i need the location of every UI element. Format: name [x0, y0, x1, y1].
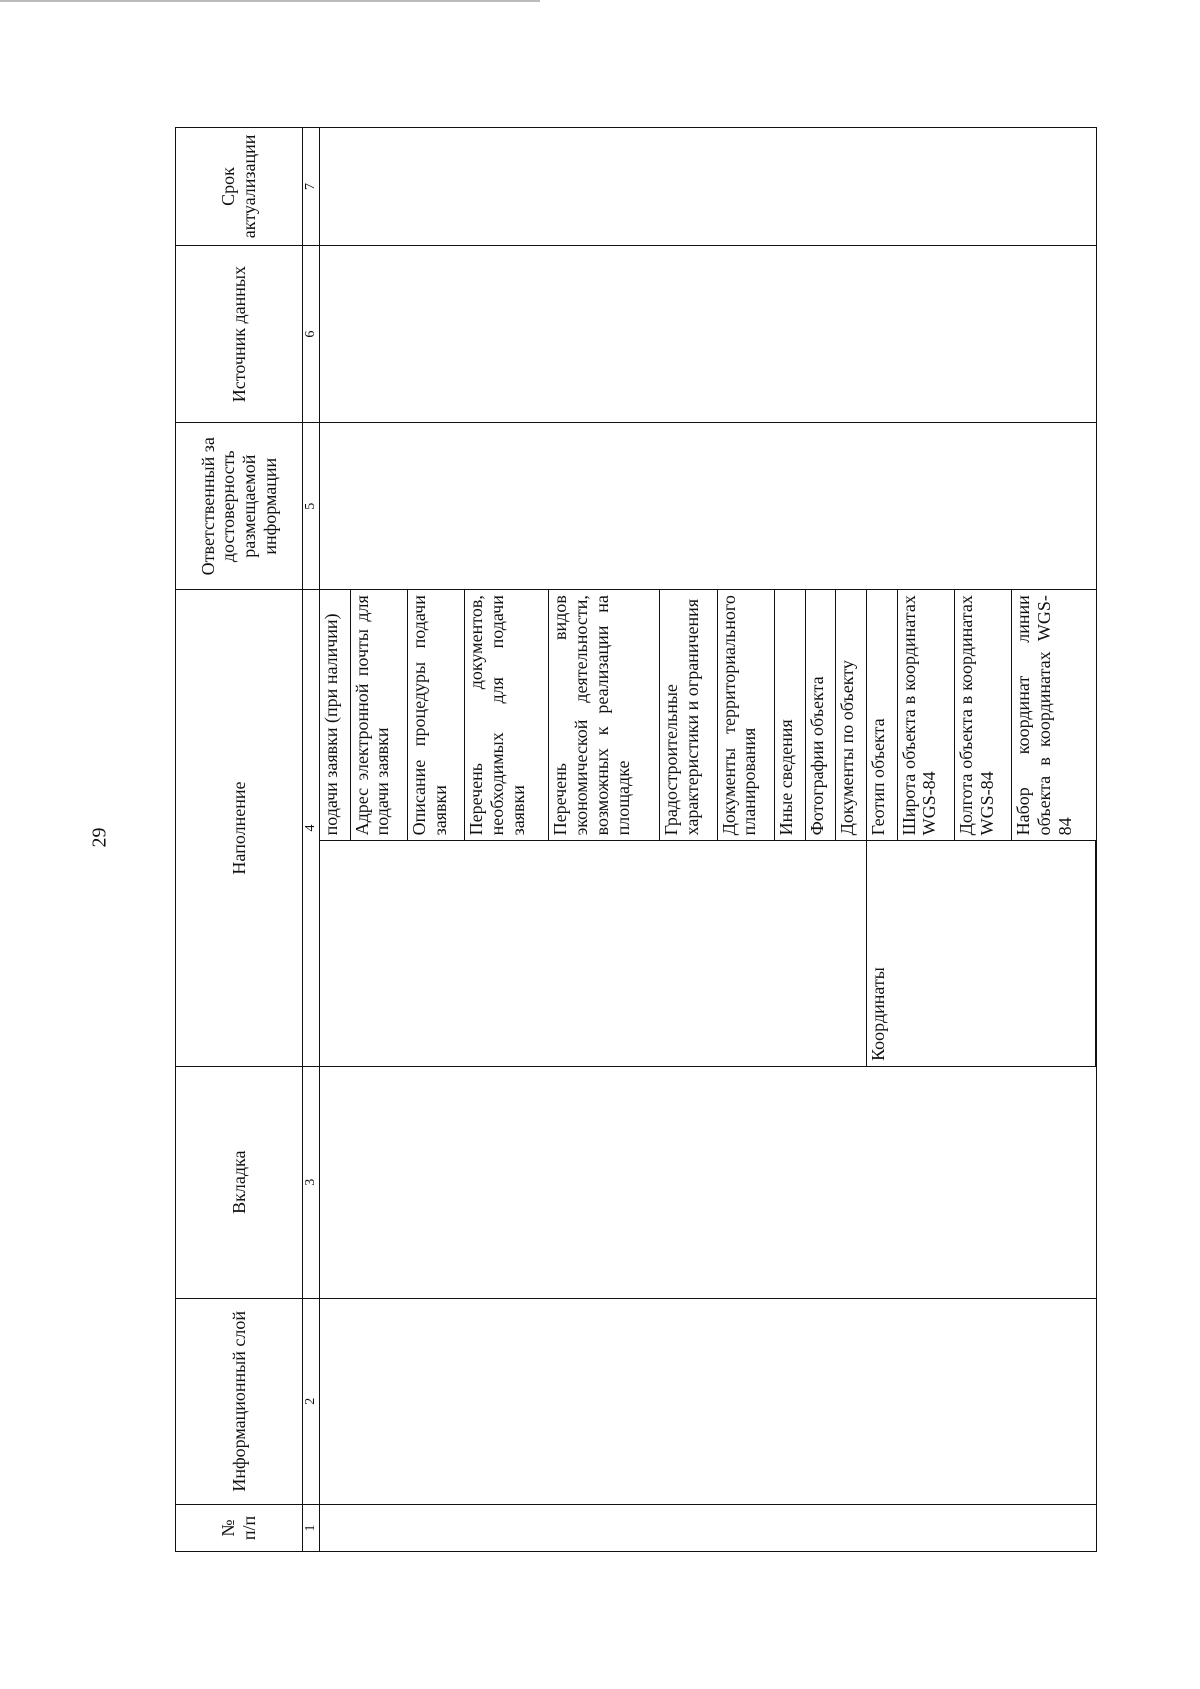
colnum-1: 1 [303, 1505, 320, 1552]
header-update: Срок актуализации [176, 128, 303, 246]
content-item: Широта объекта в координатах WGS-84 [897, 590, 954, 841]
content-item: Иные сведения [775, 590, 806, 841]
content-group-label: Координаты [866, 841, 1095, 1066]
content-item: Описание процедуры подачи заявки [407, 590, 464, 841]
content-group-empty [320, 841, 866, 1066]
rotated-table [175, 127, 1097, 1552]
cell-layer [320, 1298, 1097, 1505]
content-item: Документы по объекту [836, 590, 867, 841]
cell-update [320, 128, 1097, 246]
page-number: 29 [88, 827, 111, 848]
cell-source [320, 245, 1097, 422]
colnum-4: 4 [303, 590, 320, 1067]
data-table [175, 127, 1097, 1552]
colnum-6: 6 [303, 245, 320, 422]
content-item: Градостроительные характеристики и ограничения [660, 590, 717, 841]
content-item: Перечень документов, необходимых для подачи заявки [465, 590, 549, 841]
content-subtable [320, 590, 1096, 1066]
header-source: Источник данных [176, 245, 303, 422]
colnum-7: 7 [303, 128, 320, 246]
content-item: Документы территориального планирования [717, 590, 774, 841]
header-responsible: Ответственный за достоверность размещаемой информации [176, 423, 303, 590]
content-item: подачи заявки (при наличии) [320, 590, 350, 841]
scan-edge-line [0, 0, 540, 2]
colnum-5: 5 [303, 423, 320, 590]
header-layer: Информационный слой [176, 1298, 303, 1505]
content-row [866, 590, 897, 1066]
content-item: Геотип объекта [866, 590, 897, 841]
cell-num [320, 1505, 1097, 1552]
cell-content [320, 590, 1097, 1067]
content-item: Адрес электронной почты для подачи заявки [350, 590, 407, 841]
content-row [320, 590, 350, 1066]
content-item: Фотографии объекта [805, 590, 836, 841]
header-tab: Вкладка [176, 1066, 303, 1298]
header-content: Наполнение [176, 590, 303, 1067]
colnum-3: 3 [303, 1066, 320, 1298]
cell-responsible [320, 423, 1097, 590]
content-item: Перечень видов экономической деятельности, возможных к реализации на площадке [549, 590, 660, 841]
colnum-2: 2 [303, 1298, 320, 1505]
header-num: № п/п [176, 1505, 303, 1552]
content-item: Долгота объекта в координатах WGS-84 [954, 590, 1011, 841]
content-item: Набор координат линии объекта в координатах WGS-84 [1012, 590, 1096, 841]
cell-tab [320, 1066, 1097, 1298]
